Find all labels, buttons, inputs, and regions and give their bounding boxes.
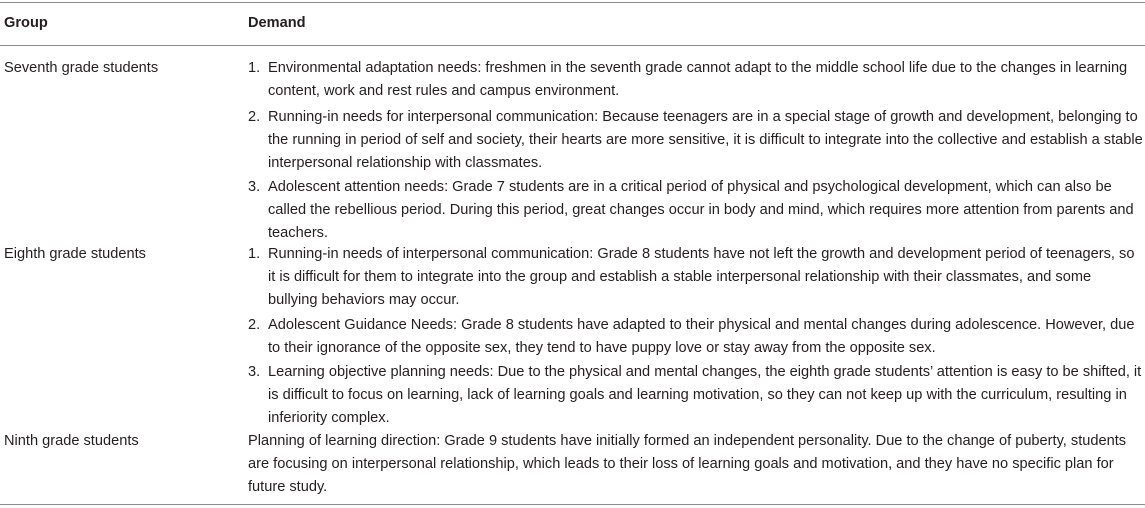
header-group: Group [4,15,48,31]
item-number: 1. [248,246,261,262]
row-group-ninth: Ninth grade students [4,433,139,449]
row-demand-ninth: Planning of learning direction: Grade 9 students have initially formed an independent personality. Due to the change of puberty, students are focusing on interpersonal relationship, which leads to their loss of learning goals and motivation, and they have no specific plan for future study. [248,433,1127,495]
table-header-rule [0,45,1145,46]
row-group-seventh: Seventh grade students [4,60,159,76]
item-number: 3. [248,179,261,195]
table-bottom-rule [0,504,1145,505]
item-number: 3. [248,364,261,380]
item-text: Running-in needs for interpersonal communication: Because teenagers are in a special stage of growth and development, belonging to the running in period of self and society, their hearts are more sensitive, it is difficult to integrate into the collective and establish a stable interpersonal relationship with classmates. [268,109,1143,171]
item-text: Environmental adaptation needs: freshmen in the seventh grade cannot adapt to the middle school life due to the changes in learning content, work and rest rules and campus environment. [268,60,1128,99]
item-number: 1. [248,60,261,76]
item-text: Running-in needs of interpersonal communication: Grade 8 students have not left the growth and development period of teenagers, so it is difficult for them to integrate into the group and establish a stable interpersonal relationship with their classmates, and some bullying behaviors may occur. [268,246,1135,308]
row-group-eighth: Eighth grade students [4,246,146,262]
item-number: 2. [248,317,261,333]
item-number: 2. [248,109,261,125]
item-text: Adolescent attention needs: Grade 7 students are in a critical period of physical and psychological development, which can also be called the rebellious period. During this period, great changes occur in body and mind, which requires more attention from parents and teachers. [268,179,1134,241]
item-text: Adolescent Guidance Needs: Grade 8 students have adapted to their physical and mental changes during adolescence. However, due to their ignorance of the opposite sex, they tend to have puppy love or stay away from the opposite sex. [268,317,1135,356]
table-top-rule [0,2,1145,3]
header-demand: Demand [248,15,306,31]
item-text: Learning objective planning needs: Due to the physical and mental changes, the eighth grade students’ attention is easy to be shifted, it is difficult to focus on learning, lack of learning goals and learning motivation, so they can not keep up with the curriculum, resulting in inferiority complex. [268,364,1142,426]
